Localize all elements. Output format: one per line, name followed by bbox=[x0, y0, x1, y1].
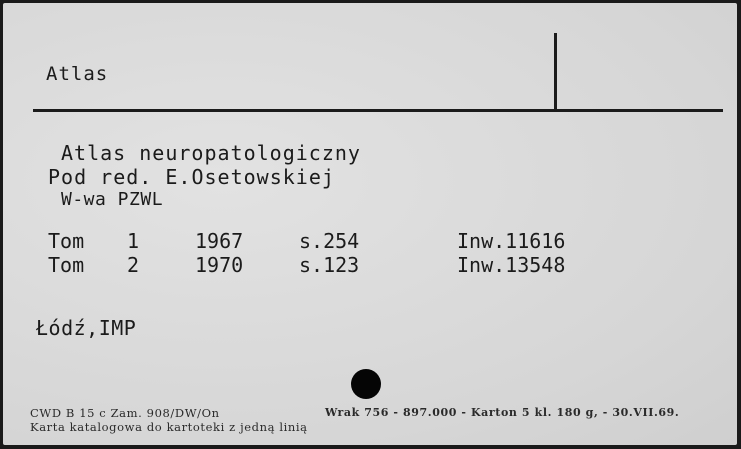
volume-year: 1967 bbox=[195, 229, 244, 253]
footer-print-line2: Karta katalogowa do kartoteki z jedną linią bbox=[30, 420, 308, 434]
footer-print-right: Wrak 756 - 897.000 - Karton 5 kl. 180 g, - 30.VII.69. bbox=[325, 406, 680, 419]
location-line: Łódź,IMP bbox=[36, 316, 137, 340]
punch-hole bbox=[351, 369, 381, 399]
volume-label: Tom bbox=[48, 253, 85, 277]
volume-number: 1 bbox=[127, 229, 140, 253]
footer-print-left: CWD B 15 c Zam. 908/DW/On bbox=[30, 406, 220, 420]
card-header-title: Atlas bbox=[46, 63, 109, 85]
volume-year: 1970 bbox=[195, 253, 244, 277]
editor-line: Pod red. E.Osetowskiej bbox=[48, 165, 335, 189]
volume-inventory: Inw.13548 bbox=[457, 253, 566, 277]
volume-inventory: Inw.11616 bbox=[457, 229, 566, 253]
volume-number: 2 bbox=[127, 253, 140, 277]
volume-pages: s.254 bbox=[299, 229, 360, 253]
book-title: Atlas neuropatologiczny bbox=[61, 141, 361, 165]
volume-pages: s.123 bbox=[299, 253, 360, 277]
horizontal-rule bbox=[33, 109, 723, 112]
volume-label: Tom bbox=[48, 229, 85, 253]
catalog-card bbox=[3, 3, 737, 445]
vertical-rule bbox=[554, 33, 557, 109]
publisher-line: W-wa PZWL bbox=[61, 189, 164, 210]
